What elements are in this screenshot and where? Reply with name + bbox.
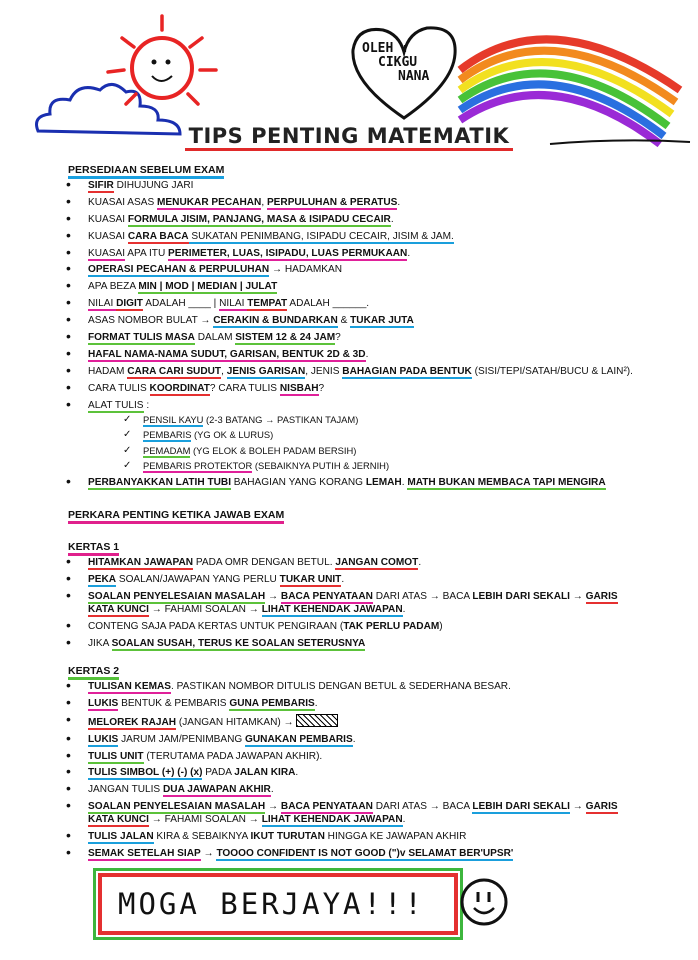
text-segment: HAFAL NAMA-NAMA SUDUT, GARISAN, BENTUK 2D & 3D (88, 348, 366, 360)
kertas2-item (60, 680, 640, 693)
author-line-2: CIKGU (378, 55, 418, 70)
text-segment: ADALAH ____ | (142, 298, 220, 310)
text-segment: DUA JAWAPAN AKHIR (162, 784, 271, 796)
text-segment: . (352, 733, 356, 745)
kertas2-item (60, 750, 640, 763)
alat-tulis-item (123, 445, 640, 457)
text-segment: LUKIS (88, 733, 119, 745)
persediaan-item (60, 382, 640, 395)
text-segment: DARI ATAS → BACA (372, 590, 473, 602)
text-segment: TULIS UNIT (88, 750, 144, 762)
text-segment: LEBIH DARI SEKALI (472, 590, 570, 602)
alat-tulis-item (123, 460, 640, 472)
text-segment: (SEBAIKNYA PUTIH & JERNIH) (252, 460, 390, 472)
author-line-3: NANA (398, 69, 430, 84)
sun-icon (104, 12, 220, 112)
text-segment: LIHAT KEHENDAK JAWAPAN (261, 814, 403, 826)
text-segment: DARI ATAS → BACA (372, 801, 473, 813)
kertas2-item (60, 830, 640, 843)
text-segment: . (295, 767, 299, 779)
persediaan-item (60, 230, 640, 243)
text-segment: GARIS KATA KUNCI (88, 590, 618, 615)
text-segment: FORMULA JISIM, PANJANG, MASA & ISIPADU CECAIR (127, 213, 391, 225)
text-segment: . (401, 477, 408, 489)
text-segment: KOORDINAT (149, 382, 210, 394)
text-segment: LUKIS (88, 697, 119, 709)
moga-berjaya-banner (98, 873, 458, 935)
text-segment: SOALAN/JAWAPAN YANG PERLU (116, 573, 280, 585)
text-segment: MENUKAR PECAHAN (157, 196, 262, 208)
kertas1-item (60, 637, 640, 650)
persediaan-item (60, 263, 640, 276)
text-segment: CARA BACA (127, 230, 189, 242)
text-segment: SOALAN PENYELESAIAN MASALAH (88, 590, 266, 602)
text-segment: BAHAGIAN YANG KORANG (231, 477, 366, 489)
text-segment: FORMAT TULIS MASA (88, 332, 195, 344)
text-segment: PERIMETER, LUAS, ISIPADU, LUAS PERMUKAAN (168, 247, 408, 259)
kertas1-item (60, 590, 640, 616)
text-segment: ASAS NOMBOR BULAT → (88, 315, 214, 327)
kertas1-item (60, 556, 640, 569)
text-segment: PENSIL KAYU (143, 413, 204, 425)
text-segment: (YG ELOK & BOLEH PADAM BERSIH) (190, 444, 357, 456)
text-segment: GUNA PEMBARIS (229, 697, 315, 709)
text-segment: TULIS JALAN (88, 831, 154, 843)
text-segment: ? (318, 382, 325, 394)
alat-tulis-item (123, 429, 640, 441)
text-segment: KUASAI (88, 230, 128, 242)
section-heading-kertas2: KERTAS 2 (68, 665, 119, 680)
text-segment: . (402, 814, 406, 826)
text-segment: TUKAR UNIT (279, 573, 342, 585)
text-segment: DIGIT (116, 298, 143, 310)
author-line-1: OLEH : (362, 41, 409, 56)
text-segment: ? CARA TULIS (209, 382, 280, 394)
text-segment: PEMADAM (143, 444, 191, 456)
text-segment: APA ITU (125, 247, 169, 259)
moga-berjaya-text: MOGA BERJAYA!!! (118, 887, 425, 921)
text-segment: → (265, 590, 281, 602)
kertas2-item (60, 697, 640, 710)
text-segment: . (418, 557, 422, 568)
persediaan-item (60, 399, 640, 473)
persediaan-list (60, 179, 640, 493)
text-segment: KUASAI ASAS (88, 196, 158, 208)
persediaan-item (60, 297, 640, 310)
text-segment: MIN | MOD | MEDIAN | JULAT (138, 281, 278, 293)
text-segment: TEMPAT (247, 298, 288, 310)
text-segment: . (341, 573, 345, 585)
persediaan-item (60, 247, 640, 260)
text-segment: CARA TULIS (88, 382, 150, 394)
text-segment: & (337, 315, 351, 327)
persediaan-item (60, 365, 640, 378)
text-segment: GARIS KATA KUNCI (88, 801, 618, 826)
kertas2-list (60, 680, 640, 864)
text-segment: PEMBARIS PROTEKTOR (143, 460, 253, 472)
kertas2-item (60, 714, 640, 729)
kertas1-item (60, 573, 640, 586)
text-segment: KUASAI (88, 213, 128, 225)
text-segment: JANGAN COMOT (335, 557, 419, 568)
text-segment: → (569, 801, 586, 813)
text-segment: PERBANYAKKAN LATIH TUBI (88, 477, 231, 489)
kertas2-item (60, 783, 640, 796)
text-segment: . (365, 348, 369, 360)
text-segment: TULIS SIMBOL (+) (-) (x) (88, 767, 203, 779)
text-segment: GUNAKAN PEMBARIS (245, 733, 353, 745)
text-segment: MELOREK RAJAH (88, 716, 177, 728)
text-segment: SUKATAN PENIMBANG, ISIPADU CECAIR, JISIM & JAM. (188, 230, 454, 242)
text-segment: IKUT TURUTAN (250, 831, 325, 843)
persediaan-item (60, 314, 640, 327)
persediaan-item (60, 196, 640, 209)
text-segment: → (569, 590, 586, 602)
text-segment: TULISAN KEMAS (88, 681, 171, 692)
text-segment: → FAHAMI SOALAN → (148, 814, 262, 826)
text-segment: CERAKIN & BUNDARKAN (213, 315, 338, 327)
text-segment: ADALAH ______. (287, 298, 370, 310)
text-segment: SIFIR (88, 180, 114, 191)
author-label (362, 42, 429, 84)
persediaan-item (60, 348, 640, 361)
text-segment: → (200, 848, 217, 860)
kertas2-item (60, 766, 640, 779)
text-segment: ) (439, 620, 443, 632)
text-segment: LIHAT KEHENDAK JAWAPAN (261, 603, 403, 615)
text-segment: . (270, 784, 274, 796)
text-segment: CARA CARI SUDUT (127, 365, 222, 377)
persediaan-item (60, 280, 640, 293)
text-segment: JANGAN TULIS (88, 784, 163, 796)
section-heading-perkara: PERKARA PENTING KETIKA JAWAB EXAM (68, 509, 284, 524)
persediaan-item (60, 331, 640, 344)
text-segment: . (314, 697, 318, 709)
text-segment: HADAM (88, 365, 128, 377)
text-segment: BENTUK & PEMBARIS (118, 697, 230, 709)
kertas1-list (60, 556, 640, 653)
persediaan-item (60, 476, 640, 489)
text-segment: → FAHAMI SOALAN → (148, 603, 262, 615)
alat-tulis-item (123, 414, 640, 426)
text-segment: BAHAGIAN PADA BENTUK (342, 365, 472, 377)
text-segment: TUKAR JUTA (350, 315, 414, 327)
text-segment: PEKA (88, 573, 117, 585)
hatched-box-icon (296, 714, 338, 727)
text-segment: . (402, 603, 406, 615)
text-segment: → (265, 801, 281, 813)
text-segment: ? (335, 332, 341, 344)
text-segment: , (261, 196, 267, 208)
text-segment: (YG OK & LURUS) (191, 429, 274, 441)
text-segment: NILAI (88, 298, 117, 310)
text-segment: : (143, 399, 150, 411)
persediaan-item (60, 213, 640, 226)
text-segment: → HADAMKAN (269, 264, 343, 276)
text-segment: KIRA & SEBAIKNYA (153, 831, 251, 843)
section-heading-kertas1: KERTAS 1 (68, 541, 119, 556)
text-segment: JARUM JAM/PENIMBANG (118, 733, 246, 745)
text-segment: CONTENG SAJA PADA KERTAS UNTUK PENGIRAAN ( (88, 620, 344, 632)
text-segment: KUASAI (88, 247, 126, 259)
text-segment: HINGGA KE JAWAPAN AKHIR (324, 831, 467, 843)
text-segment: (SISI/TEPI/SATAH/BUCU & LAIN²). (471, 365, 633, 377)
text-segment: PERPULUHAN & PERATUS (266, 196, 398, 208)
text-segment: ALAT TULIS (88, 399, 144, 411)
text-segment: JALAN KIRA (234, 767, 296, 779)
text-segment: (TERUTAMA PADA JAWAPAN AKHIR). (143, 750, 323, 762)
kertas2-item (60, 733, 640, 746)
text-segment: PEMBARIS (143, 429, 192, 441)
text-segment: SOALAN PENYELESAIAN MASALAH (88, 801, 266, 813)
text-segment: . (390, 213, 394, 225)
text-segment: LEBIH DARI SEKALI (472, 801, 570, 813)
text-segment: MATH BUKAN MEMBACA TAPI MENGIRA (407, 477, 606, 489)
text-segment: DALAM (194, 332, 236, 344)
text-segment: TOOOO CONFIDENT IS NOT GOOD (")v SELAMAT BER'UPSR' (216, 848, 514, 860)
text-segment: LEMAH (365, 477, 402, 489)
text-segment: . (407, 247, 411, 259)
text-segment: , JENIS (305, 365, 343, 377)
page-title: TIPS PENTING MATEMATIK (0, 124, 698, 148)
text-segment: (2-3 BATANG → PASTIKAN TAJAM) (203, 413, 359, 425)
text-segment: OPERASI PECAHAN & PERPULUHAN (88, 264, 270, 276)
text-segment: BACA PENYATAAN (280, 590, 373, 602)
text-segment: HITAMKAN JAWAPAN (88, 557, 194, 568)
alat-tulis-list (88, 414, 640, 473)
kertas1-item (60, 620, 640, 633)
text-segment: JIKA (88, 637, 112, 649)
text-segment: JENIS GARISAN (226, 365, 306, 377)
persediaan-item (60, 179, 640, 192)
text-segment: SISTEM 12 & 24 JAM (235, 332, 336, 344)
text-segment: DIHUJUNG JARI (113, 180, 194, 191)
text-segment: BACA PENYATAAN (280, 801, 373, 813)
text-segment: (JANGAN HITAMKAN) → (176, 716, 297, 728)
text-segment: NILAI (219, 298, 248, 310)
text-segment: TAK PERLU PADAM (343, 620, 440, 632)
kertas2-item (60, 800, 640, 826)
kertas2-item (60, 847, 640, 860)
text-segment: SOALAN SUSAH, TERUS KE SOALAN SETERUSNYA (111, 637, 366, 649)
text-segment: APA BEZA (88, 281, 139, 293)
text-segment: SEMAK SETELAH SIAP (88, 848, 201, 860)
section-heading-persediaan: PERSEDIAAN SEBELUM EXAM (68, 164, 224, 179)
text-segment: NISBAH (279, 382, 319, 394)
text-segment: , (221, 365, 227, 377)
text-segment: . (397, 196, 401, 208)
smiley-icon (456, 874, 512, 930)
text-segment: PADA (202, 767, 235, 779)
text-segment: . PASTIKAN NOMBOR DITULIS DENGAN BETUL & SEDERHANA BESAR. (171, 681, 511, 692)
text-segment: PADA OMR DENGAN BETUL. (193, 557, 336, 568)
